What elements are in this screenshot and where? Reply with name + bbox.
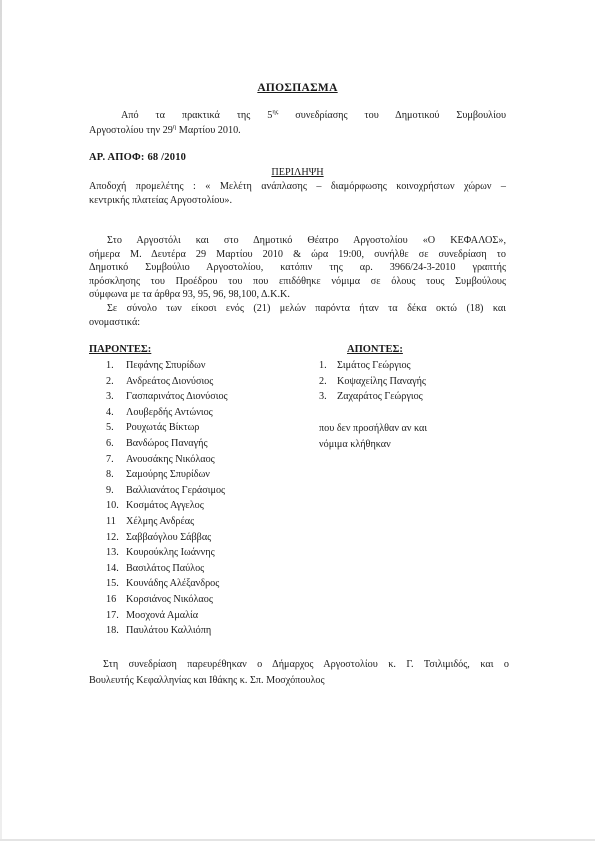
body-p1-line-3: Δημοτικό Συμβούλιο Αργοστολίου, κατόπιν της αρ. 3966/24-3-2010 γραπτής (89, 262, 506, 274)
list-item (106, 420, 228, 436)
list-item-name: Σαββαόγλου Σάββας (126, 531, 212, 543)
list-item-number: 1. (319, 360, 327, 371)
list-item-name: Λουβερδής Αντώνιος (126, 406, 213, 418)
summary-line-2: κεντρικής πλατείας Αργοστολίου». (89, 195, 233, 206)
list-item-name: Γασπαρινάτος Διονύσιος (126, 391, 228, 403)
present-heading: ΠΑΡΟΝΤΕΣ: (89, 344, 152, 355)
closing-line-1: Στη συνεδρίαση παρευρέθηκαν ο Δήμαρχος Αργοστολίου κ. Γ. Τσιλιμιδός, και ο (103, 659, 509, 670)
closing-line-2: Βουλευτής Κεφαλληνίας και Ιθάκης κ. Σπ. Μοσχόπουλος (89, 674, 325, 686)
list-item (106, 374, 228, 390)
list-item-number: 2. (106, 375, 114, 387)
list-item-name: Ανουσάκης Νικόλαος (126, 453, 215, 465)
list-item (106, 592, 228, 608)
list-item-number: 16 (106, 593, 117, 605)
list-item-number: 18. (106, 625, 119, 637)
absent-note-line-2: νόμιμα κλήθηκαν (319, 438, 391, 450)
list-item-number: 9. (106, 484, 114, 496)
body-p1-line-2: σήμερα Μ. Δευτέρα 29 Μαρτίου 2010 & ώρα 19:00, συνήλθε σε συνεδρίαση το (89, 248, 506, 260)
list-item (319, 358, 426, 374)
body-p2-line-2: ονομαστικά: (89, 316, 141, 328)
list-item (106, 498, 228, 514)
list-item-name: Κουρούκλης Ιωάννης (126, 547, 215, 559)
list-item-number: 3. (319, 391, 327, 403)
list-item (319, 374, 426, 390)
list-item-name: Σιμάτος Γεώργιος (337, 360, 411, 371)
summary-line-1: Αποδοχή προμελέτης : « Μελέτη ανάπλασης – διαμόρφωσης κοινοχρήστων χώρων – (89, 181, 506, 192)
list-item-number: 15. (106, 578, 119, 590)
body-p2-line-1: Σε σύνολο των είκοσι ενός (21) μελών παρόντα ήταν τα δέκα οκτώ (18) και (107, 302, 506, 314)
list-item-number: 17. (106, 609, 119, 621)
list-item (106, 608, 228, 624)
list-item-name: Κορσιάνος Νικόλαος (126, 593, 213, 605)
scan-edge (0, 0, 2, 841)
list-item-name: Βανδώρος Παναγής (126, 437, 208, 449)
absent-note (319, 421, 469, 452)
absent-heading: ΑΠΟΝΤΕΣ: (347, 344, 403, 355)
list-item-name: Ρουχωτάς Βίκτωρ (126, 422, 200, 434)
list-item-name: Πεφάνης Σπυρίδων (126, 360, 206, 371)
list-item-number: 1. (106, 360, 114, 371)
list-item (106, 405, 228, 421)
list-item-name: Χέλμης Ανδρέας (126, 515, 195, 527)
list-item-name: Κουνάδης Αλέξανδρος (126, 578, 220, 590)
intro-line-2: Αργοστολίου την $29^\eta$ Μαρτίου 2010. (89, 123, 241, 136)
closing-paragraph (89, 657, 509, 688)
session-body (89, 234, 506, 329)
list-item (106, 389, 228, 405)
list-item-number: 3. (106, 391, 114, 403)
summary-text (89, 180, 506, 208)
list-item-number: 10. (106, 500, 119, 512)
list-item-number: 7. (106, 453, 114, 465)
list-item (106, 576, 228, 592)
list-item-number: 11 (106, 515, 116, 527)
list-item (106, 483, 228, 499)
intro-paragraph (89, 108, 506, 138)
list-item (106, 467, 228, 483)
document-title: ΑΠΟΣΠΑΣΜΑ (257, 82, 338, 94)
list-item (106, 358, 228, 374)
list-item (319, 389, 426, 405)
present-members-list (106, 358, 228, 639)
list-item-name: Ζαχαράτος Γεώργιος (337, 391, 423, 403)
list-item (106, 561, 228, 577)
list-item-name: Βαλλιανάτος Γεράσιμος (126, 484, 226, 496)
body-p1-line-5: σύμφωνα με τα άρθρα 93, 95, 96, 98,100, Δ.Κ.Κ. (89, 289, 290, 301)
body-p1-line-4: πρόσκλησης του Προέδρου του που επιδόθηκε νόμιμα σε όλους τους Συμβούλους (89, 275, 506, 287)
list-item-number: 5. (106, 422, 114, 434)
list-item (106, 530, 228, 546)
list-item-number: 14. (106, 562, 119, 574)
list-item-name: Σαμούρης Σπυρίδων (126, 469, 210, 481)
list-item-name: Βασιλάτος Παύλος (126, 562, 205, 574)
list-item-name: Μοσχονά Αμαλία (126, 609, 199, 621)
list-item-number: 13. (106, 547, 119, 559)
list-item (106, 514, 228, 530)
summary-heading: ΠΕΡΙΛΗΨΗ (271, 167, 324, 178)
body-p1-line-1: Στο Αργοστόλι και στο Δημοτικό Θέατρο Αργοστολίου «Ο ΚΕΦΑΛΟΣ», (107, 235, 506, 246)
list-item-number: 4. (106, 406, 114, 418)
list-item-name: Κοψαχείλης Παναγής (337, 375, 426, 387)
absent-note-line-1: που δεν προσήλθαν αν και (319, 423, 428, 434)
list-item-name: Παυλάτου Καλλιόπη (126, 625, 212, 637)
absent-members-list (319, 358, 426, 405)
list-item-number: 2. (319, 375, 327, 387)
list-item (106, 436, 228, 452)
list-item (106, 545, 228, 561)
list-item-number: 12. (106, 531, 119, 543)
list-item-name: Ανδρεάτος Διονύσιος (126, 375, 214, 387)
decision-number: ΑΡ. ΑΠΟΦ: 68 /2010 (89, 152, 187, 163)
list-item-number: 6. (106, 437, 114, 449)
list-item (106, 623, 228, 639)
list-item (106, 452, 228, 468)
intro-line-1: Από τα πρακτικά της $5^{\eta\varsigma}$ συνεδρίασης του Δημοτικού Συμβουλίου (121, 108, 506, 121)
list-item-number: 8. (106, 469, 114, 481)
list-item-name: Κοσμάτος Αγγελος (126, 500, 204, 512)
